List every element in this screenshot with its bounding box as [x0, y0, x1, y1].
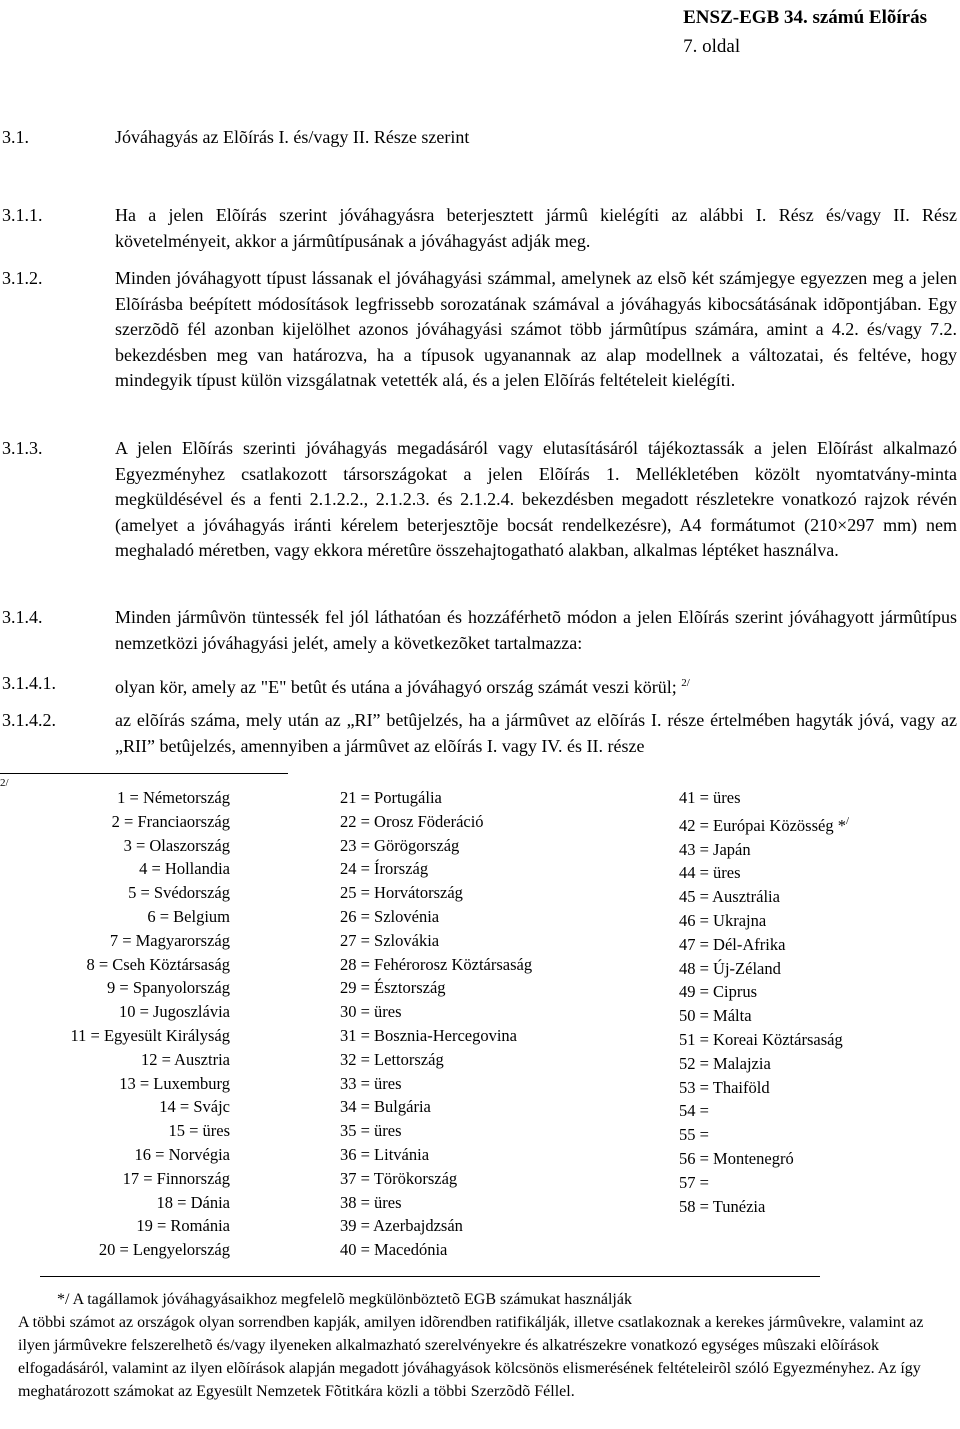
list-item: 41 = üres — [679, 788, 741, 807]
footnote-reference: / — [845, 814, 850, 827]
list-item: 2 = Franciaország — [111, 811, 230, 831]
section-3-1-4-2 — [2, 708, 957, 759]
footnote-reference: 2/ — [681, 677, 690, 689]
list-item: 57 = — [679, 1172, 709, 1192]
list-item: 18 = Dánia — [156, 1192, 230, 1212]
list-item: 1 = Németország — [117, 788, 230, 807]
list-item: 39 = Azerbajdzsán — [340, 1216, 463, 1236]
section-text: Minden jóváhagyott típust lássanak el jóváhagyási számmal, amelynek az elsõ két számjegye egyezzen meg a jelen Elõírásba beépített módosítások legfrissebb sorozatának számával a jóváhagyás kibocsátásának idõpontjában. Egy szerzõdõ fél azonban kijelölhet azonos jóváhagyási számot több jármûtípus számára, amint a 4.2. és/vagy 7.2. bekezdésben meg van határozva, ha a típusok ugyanannak az alap modellnek a változatai, és feltéve, hogy mindegyik típust külön vizsgálatnak vetették alá, és a jelen Elõírás feltételeit kielégíti. — [115, 268, 957, 390]
list-item: 21 = Portugália — [340, 788, 442, 807]
list-item: 42 = Európai Közösség */ — [679, 814, 850, 835]
list-item: 27 = Szlovákia — [340, 930, 440, 950]
section-3-1-2 — [2, 266, 957, 394]
list-item: 38 = üres — [340, 1192, 402, 1212]
list-item: 43 = Japán — [679, 839, 751, 859]
list-item: 11 = Egyesült Királyság — [70, 1025, 230, 1045]
list-item: 17 = Finnország — [122, 1168, 230, 1188]
list-item: 36 = Litvánia — [340, 1144, 430, 1164]
list-item: 25 = Horvátország — [340, 883, 463, 903]
list-item: 5 = Svédország — [128, 883, 230, 903]
page-number: 7. oldal — [683, 36, 741, 57]
list-item: 16 = Norvégia — [134, 1144, 230, 1164]
list-item: 30 = üres — [340, 1002, 402, 1022]
section-text: Ha a jelen Elõírás szerint jóváhagyásra beterjesztett jármû kielégíti az alábbi I. Rész és/vagy II. Rész követelményeit, akkor a jármûtípusának a jóváhagyást adják meg. — [115, 205, 957, 251]
section-number: 3.1.4.1. — [2, 673, 56, 693]
regulation-title: ENSZ-EGB 34. számú Elõírás — [683, 7, 927, 28]
list-item: 10 = Jugoszlávia — [118, 1002, 230, 1022]
list-item: 55 = — [679, 1125, 709, 1145]
section-text: A jelen Elõírás szerinti jóváhagyás megadásáról vagy elutasításáról tájékoztassák a jelen Elõírást alkalmazó Egyezményhez csatlakozott társországokat a jelen Elõírás 1. Mellékletében közölt nyomtatvány-minta megküldésével és a fenti 2.1.2.2., 2.1.2.3. és 2.1.2.4. bekezdésben megadott részletekre vonatkozó rajzok révén (amelyet a jóváhagyás iránti kérelem beterjesztõje bocsát rendelkezésre), A4 formátumot (210×297 mm) nem meghaladó méretben, vagy ekkora méretûre összehajtogatható alakban, alkalmas léptéket használva. — [115, 438, 957, 560]
section-3-1 — [2, 125, 957, 151]
list-item: 52 = Malajzia — [679, 1053, 771, 1073]
section-3-1-3 — [2, 436, 957, 564]
list-item: 54 = — [679, 1101, 709, 1121]
list-item: 44 = üres — [679, 863, 741, 883]
section-number: 3.1.4. — [2, 607, 43, 627]
section-text: az elõírás száma, mely után az „RI” betûjelzés, ha a jármûvet az elõírás I. része értelmében hagyták jóvá, vagy az „RII” betûjelzés, amennyiben a jármûvet az elõírás I. vagy IV. és II. része — [115, 710, 957, 756]
list-item: 28 = Fehérorosz Köztársaság — [340, 954, 533, 974]
list-item: 8 = Cseh Köztársaság — [86, 954, 230, 974]
section-number: 3.1. — [2, 127, 29, 147]
list-item: 29 = Észtország — [340, 978, 446, 998]
list-item: 34 = Bulgária — [340, 1097, 431, 1117]
list-item: 48 = Új-Zéland — [679, 958, 781, 978]
footnote-mark: 2/ — [0, 777, 9, 789]
list-item: 13 = Luxemburg — [119, 1073, 230, 1093]
list-item: 45 = Ausztrália — [679, 887, 780, 907]
list-item: 46 = Ukrajna — [679, 910, 767, 930]
list-item: 31 = Bosznia-Hercegovina — [340, 1025, 517, 1045]
footnote-text: A többi számot az országok olyan sorrendben kapják, amilyen idõrendben ratifikálják, illetve csatlakoznak a kerekes jármûvekre, valamint az ilyen jármûvekre felszerelhetõ és/vagy ilyeneken alkalmazható szerelvényekre és alkatrészekre vonatkozó egységes mûszaki elõírások elfogadásáról, valamint az ilyen elõírások alapján megadott jóváhagyások kölcsönös elismerésének feltételeirõl szóló Egyezményhez. Az így meghatározott számokat az Egyesült Nemzetek Fõtitkára közli a többi Szerzõdõ Féllel. — [18, 1314, 924, 1400]
page-header — [683, 3, 927, 61]
list-item: 53 = Thaiföld — [679, 1077, 770, 1097]
list-item: 23 = Görögország — [340, 835, 460, 855]
list-item: 40 = Macedónia — [340, 1240, 448, 1260]
section-text: Minden jármûvön tüntessék fel jól láthatóan és hozzáférhetõ módon a jelen Elõírás szerint jóváhagyott jármûtípus nemzetközi jóváhagyási jelét, amely a következõket tartalmazza: — [115, 607, 957, 653]
list-item: 35 = üres — [340, 1121, 402, 1141]
country-list-2 — [340, 786, 532, 1262]
section-text: olyan kör, amely az "E" betût és utána a jóváhagyó ország számát veszi körül; — [115, 677, 677, 697]
section-3-1-4 — [2, 605, 957, 656]
list-item: 4 = Hollandia — [139, 859, 230, 879]
list-item: 58 = Tunézia — [679, 1196, 766, 1216]
list-item: 20 = Lengyelország — [98, 1240, 230, 1260]
section-number: 3.1.4.2. — [2, 710, 56, 730]
country-list-3 — [679, 786, 849, 1218]
section-number: 3.1.3. — [2, 438, 43, 458]
list-item: 32 = Lettország — [340, 1049, 444, 1069]
section-text: Jóváhagyás az Elõírás I. és/vagy II. Része szerint — [115, 127, 470, 147]
list-item: 12 = Ausztria — [140, 1049, 230, 1069]
section-3-1-4-1 — [2, 671, 957, 701]
list-item: 49 = Ciprus — [679, 982, 758, 1002]
list-item: 6 = Belgium — [147, 906, 230, 926]
footnote-note: */ A tagállamok jóváhagyásaikhoz megfelelõ megkülönböztetõ EGB számukat használják — [57, 1291, 632, 1308]
list-item: 14 = Svájc — [159, 1097, 230, 1117]
country-list-1 — [40, 786, 230, 1262]
list-item: 51 = Koreai Köztársaság — [679, 1029, 843, 1049]
footnote-separator — [0, 773, 288, 774]
list-item: 33 = üres — [340, 1073, 402, 1093]
list-item: 47 = Dél-Afrika — [679, 934, 786, 954]
list-item: 19 = Románia — [136, 1216, 230, 1236]
section-3-1-1 — [2, 203, 957, 254]
list-item: 22 = Orosz Föderáció — [340, 811, 484, 831]
list-item: 3 = Olaszország — [123, 835, 230, 855]
list-item: 7 = Magyarország — [109, 930, 230, 950]
list-item: 50 = Málta — [679, 1006, 752, 1026]
section-number: 3.1.2. — [2, 268, 43, 288]
list-item: 15 = üres — [168, 1121, 230, 1141]
list-item: 37 = Törökország — [340, 1168, 458, 1188]
list-item: 26 = Szlovénia — [340, 906, 440, 926]
list-item: 24 = Írország — [340, 859, 429, 879]
note-separator — [40, 1276, 820, 1277]
section-number: 3.1.1. — [2, 205, 43, 225]
list-item: 9 = Spanyolország — [107, 978, 230, 998]
list-item: 56 = Montenegró — [679, 1148, 794, 1168]
